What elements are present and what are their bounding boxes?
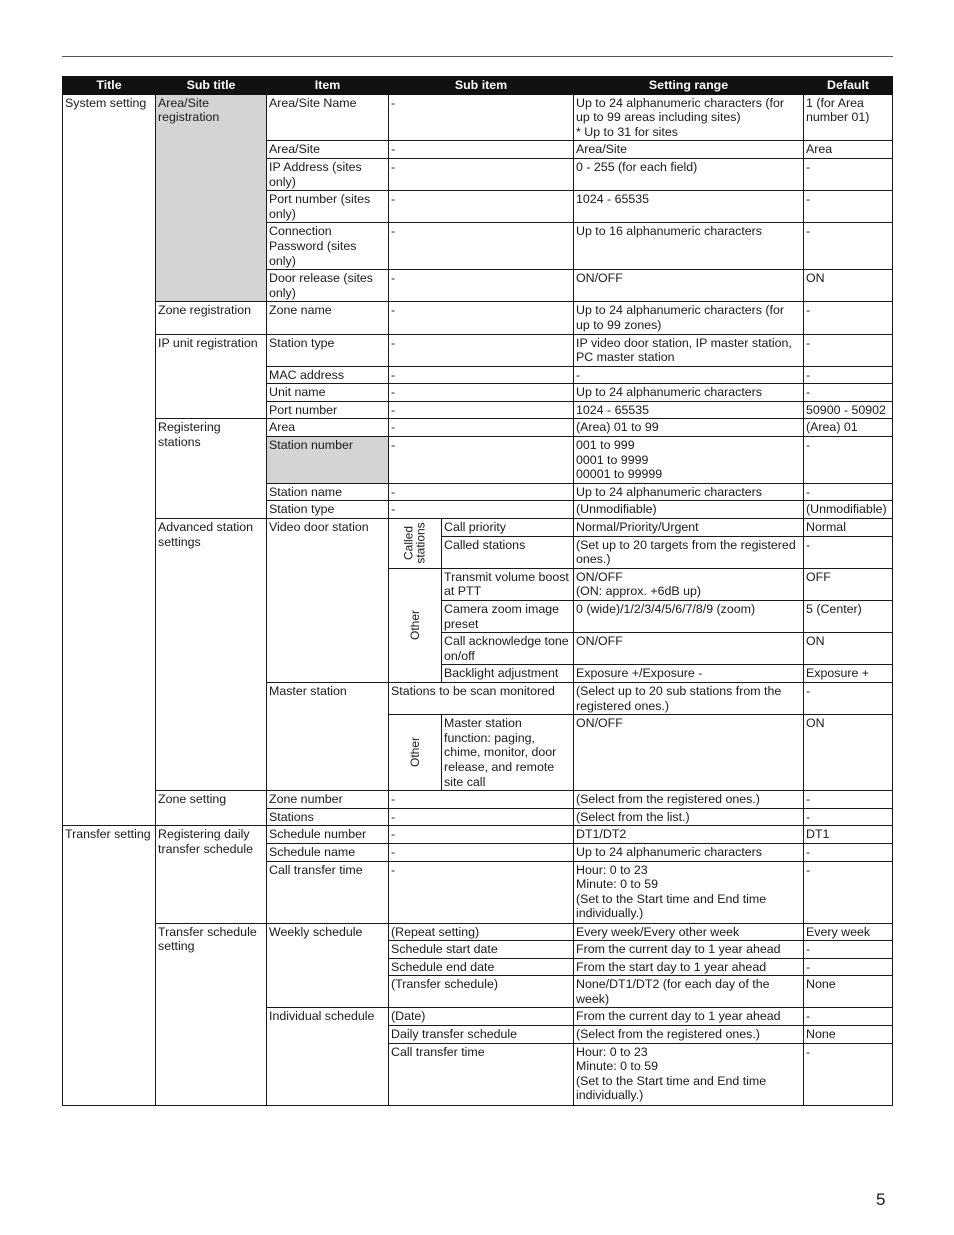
- table-header-row: [63, 77, 893, 95]
- setting-range-cell: IP video door station, IP master station, PC master station: [574, 334, 804, 366]
- sub-title-cell: Transfer schedule setting: [156, 923, 267, 1105]
- setting-range-cell: Up to 24 alphanumeric characters: [574, 843, 804, 861]
- sub-item-cell: -: [389, 419, 574, 437]
- item-cell: Individual schedule: [267, 1008, 389, 1105]
- setting-range-cell: Normal/Priority/Urgent: [574, 519, 804, 537]
- item-cell: Weekly schedule: [267, 923, 389, 1008]
- item-cell: Master station: [267, 682, 389, 790]
- sub-item-cell: Call transfer time: [389, 1043, 574, 1105]
- sub-item-cell: Called stations: [442, 536, 574, 568]
- item-cell: Stations: [267, 808, 389, 826]
- default-cell: -: [804, 302, 893, 334]
- default-cell: -: [804, 437, 893, 484]
- header-title: Title: [63, 77, 156, 95]
- sub-item-cell: Call acknowledge tone on/off: [442, 633, 574, 665]
- sub-title-cell: Zone setting: [156, 791, 267, 826]
- default-cell: -: [804, 941, 893, 959]
- table-row: [63, 419, 893, 437]
- sub-item-cell: -: [389, 791, 574, 809]
- default-cell: OFF: [804, 568, 893, 600]
- setting-range-cell: ON/OFF: [574, 270, 804, 302]
- header-item: Item: [267, 77, 389, 95]
- default-cell: (Area) 01: [804, 419, 893, 437]
- setting-range-cell: 1024 - 65535: [574, 401, 804, 419]
- sub-item-cell: -: [389, 501, 574, 519]
- group-label: Called stations: [401, 521, 428, 564]
- sub-item-cell: -: [389, 302, 574, 334]
- setting-range-cell: (Select from the registered ones.): [574, 1026, 804, 1044]
- default-cell: -: [804, 366, 893, 384]
- setting-range-cell: ON/OFF (ON: approx. +6dB up): [574, 568, 804, 600]
- setting-range-cell: Up to 16 alphanumeric characters: [574, 223, 804, 270]
- sub-item-cell: -: [389, 843, 574, 861]
- sub-title-cell: Area/Site registration: [156, 94, 267, 302]
- table-row: [63, 334, 893, 366]
- sub-item-cell: -: [389, 437, 574, 484]
- item-cell: Port number (sites only): [267, 191, 389, 223]
- setting-range-cell: From the current day to 1 year ahead: [574, 941, 804, 959]
- header-default: Default: [804, 77, 893, 95]
- default-cell: 50900 - 50902: [804, 401, 893, 419]
- item-cell: Area/Site Name: [267, 94, 389, 141]
- sub-title-cell: Zone registration: [156, 302, 267, 334]
- default-cell: ON: [804, 633, 893, 665]
- default-cell: -: [804, 682, 893, 714]
- top-rule: [62, 56, 893, 57]
- item-cell: Area/Site: [267, 141, 389, 159]
- sub-item-cell: (Repeat setting): [389, 923, 574, 941]
- default-cell: (Unmodifiable): [804, 501, 893, 519]
- setting-range-cell: Up to 24 alphanumeric characters: [574, 384, 804, 402]
- item-cell: Station name: [267, 483, 389, 501]
- sub-item-cell: -: [389, 808, 574, 826]
- default-cell: DT1: [804, 826, 893, 844]
- setting-range-cell: (Area) 01 to 99: [574, 419, 804, 437]
- sub-item-cell: -: [389, 826, 574, 844]
- item-cell: Call transfer time: [267, 861, 389, 923]
- setting-range-cell: ON/OFF: [574, 715, 804, 791]
- sub-title-cell: Registering stations: [156, 419, 267, 519]
- default-cell: -: [804, 483, 893, 501]
- sub-item-cell: (Date): [389, 1008, 574, 1026]
- default-cell: None: [804, 1026, 893, 1044]
- setting-range-cell: Up to 24 alphanumeric characters: [574, 483, 804, 501]
- item-cell: MAC address: [267, 366, 389, 384]
- group-label: Other: [407, 610, 422, 641]
- sub-item-cell: -: [389, 366, 574, 384]
- sub-item-cell: Backlight adjustment: [442, 665, 574, 683]
- header-setting-range: Setting range: [574, 77, 804, 95]
- sub-item-cell: -: [389, 223, 574, 270]
- item-cell: Station type: [267, 501, 389, 519]
- item-cell: IP Address (sites only): [267, 158, 389, 190]
- sub-item-cell: Camera zoom image preset: [442, 601, 574, 633]
- setting-range-cell: 0 (wide)/1/2/3/4/5/6/7/8/9 (zoom): [574, 601, 804, 633]
- default-cell: ON: [804, 270, 893, 302]
- item-cell: Station number: [267, 437, 389, 484]
- item-cell: Port number: [267, 401, 389, 419]
- default-cell: -: [804, 223, 893, 270]
- setting-range-cell: None/DT1/DT2 (for each day of the week): [574, 976, 804, 1008]
- default-cell: -: [804, 861, 893, 923]
- default-cell: -: [804, 808, 893, 826]
- sub-item-cell: Stations to be scan monitored: [389, 682, 574, 714]
- setting-range-cell: (Unmodifiable): [574, 501, 804, 519]
- sub-item-cell: -: [389, 270, 574, 302]
- setting-range-cell: (Set up to 20 targets from the registered ones.): [574, 536, 804, 568]
- sub-item-cell: Schedule end date: [389, 958, 574, 976]
- sub-item-cell: -: [389, 334, 574, 366]
- default-cell: -: [804, 958, 893, 976]
- setting-range-cell: Up to 24 alphanumeric characters (for up to 99 areas including sites) * Up to 31 for sites: [574, 94, 804, 141]
- default-cell: Exposure +: [804, 665, 893, 683]
- item-cell: Schedule number: [267, 826, 389, 844]
- sub-title-cell: IP unit registration: [156, 334, 267, 419]
- sub-item-cell: -: [389, 401, 574, 419]
- item-cell: Zone name: [267, 302, 389, 334]
- sub-item-cell: -: [389, 384, 574, 402]
- table-row: [63, 826, 893, 844]
- item-cell: Connection Password (sites only): [267, 223, 389, 270]
- group-label-cell: [389, 568, 442, 682]
- setting-range-cell: Exposure +/Exposure -: [574, 665, 804, 683]
- default-cell: -: [804, 334, 893, 366]
- sub-item-cell: Schedule start date: [389, 941, 574, 959]
- default-cell: 1 (for Area number 01): [804, 94, 893, 141]
- default-cell: Normal: [804, 519, 893, 537]
- default-cell: -: [804, 843, 893, 861]
- setting-range-cell: (Select from the registered ones.): [574, 791, 804, 809]
- table-row: [63, 302, 893, 334]
- sub-item-cell: Daily transfer schedule: [389, 1026, 574, 1044]
- setting-range-cell: Hour: 0 to 23 Minute: 0 to 59 (Set to the Start time and End time individually.): [574, 1043, 804, 1105]
- default-cell: -: [804, 384, 893, 402]
- item-cell: Station type: [267, 334, 389, 366]
- setting-range-cell: ON/OFF: [574, 633, 804, 665]
- item-cell: Zone number: [267, 791, 389, 809]
- sub-item-cell: -: [389, 483, 574, 501]
- group-label-cell: [389, 519, 442, 569]
- setting-range-cell: Hour: 0 to 23 Minute: 0 to 59 (Set to the Start time and End time individually.): [574, 861, 804, 923]
- item-cell: Schedule name: [267, 843, 389, 861]
- page-number: 5: [876, 1190, 886, 1209]
- setting-range-cell: (Select up to 20 sub stations from the registered ones.): [574, 682, 804, 714]
- sub-item-cell: -: [389, 141, 574, 159]
- sub-item-cell: -: [389, 191, 574, 223]
- sub-item-cell: Master station function: paging, chime, monitor, door release, and remote site call: [442, 715, 574, 791]
- sub-item-cell: -: [389, 94, 574, 141]
- default-cell: -: [804, 158, 893, 190]
- item-cell: Area: [267, 419, 389, 437]
- title-cell: Transfer setting: [63, 826, 156, 1105]
- setting-range-cell: Every week/Every other week: [574, 923, 804, 941]
- default-cell: -: [804, 791, 893, 809]
- setting-range-cell: From the start day to 1 year ahead: [574, 958, 804, 976]
- item-cell: Video door station: [267, 519, 389, 683]
- sub-item-cell: (Transfer schedule): [389, 976, 574, 1008]
- title-cell: System setting: [63, 94, 156, 826]
- sub-item-cell: -: [389, 158, 574, 190]
- setting-range-cell: Up to 24 alphanumeric characters (for up to 99 zones): [574, 302, 804, 334]
- group-label-cell: [389, 715, 442, 791]
- sub-item-cell: Transmit volume boost at PTT: [442, 568, 574, 600]
- header-sub-title: Sub title: [156, 77, 267, 95]
- table-row: [63, 791, 893, 809]
- setting-range-cell: 1024 - 65535: [574, 191, 804, 223]
- default-cell: -: [804, 1043, 893, 1105]
- default-cell: -: [804, 1008, 893, 1026]
- setting-range-cell: From the current day to 1 year ahead: [574, 1008, 804, 1026]
- sub-title-cell: Advanced station settings: [156, 519, 267, 791]
- table-row: [63, 519, 893, 537]
- setting-range-cell: 0 - 255 (for each field): [574, 158, 804, 190]
- item-cell: Door release (sites only): [267, 270, 389, 302]
- default-cell: 5 (Center): [804, 601, 893, 633]
- table-row: [63, 94, 893, 141]
- item-cell: Unit name: [267, 384, 389, 402]
- setting-range-cell: -: [574, 366, 804, 384]
- default-cell: -: [804, 191, 893, 223]
- setting-range-cell: DT1/DT2: [574, 826, 804, 844]
- group-label: Other: [407, 737, 422, 768]
- setting-range-cell: (Select from the list.): [574, 808, 804, 826]
- settings-table: [62, 76, 893, 1106]
- default-cell: None: [804, 976, 893, 1008]
- default-cell: Area: [804, 141, 893, 159]
- setting-range-cell: 001 to 999 0001 to 9999 00001 to 99999: [574, 437, 804, 484]
- sub-item-cell: -: [389, 861, 574, 923]
- table-row: [63, 923, 893, 941]
- header-sub-item: Sub item: [389, 77, 574, 95]
- default-cell: Every week: [804, 923, 893, 941]
- sub-title-cell: Registering daily transfer schedule: [156, 826, 267, 923]
- default-cell: ON: [804, 715, 893, 791]
- default-cell: -: [804, 536, 893, 568]
- sub-item-cell: Call priority: [442, 519, 574, 537]
- setting-range-cell: Area/Site: [574, 141, 804, 159]
